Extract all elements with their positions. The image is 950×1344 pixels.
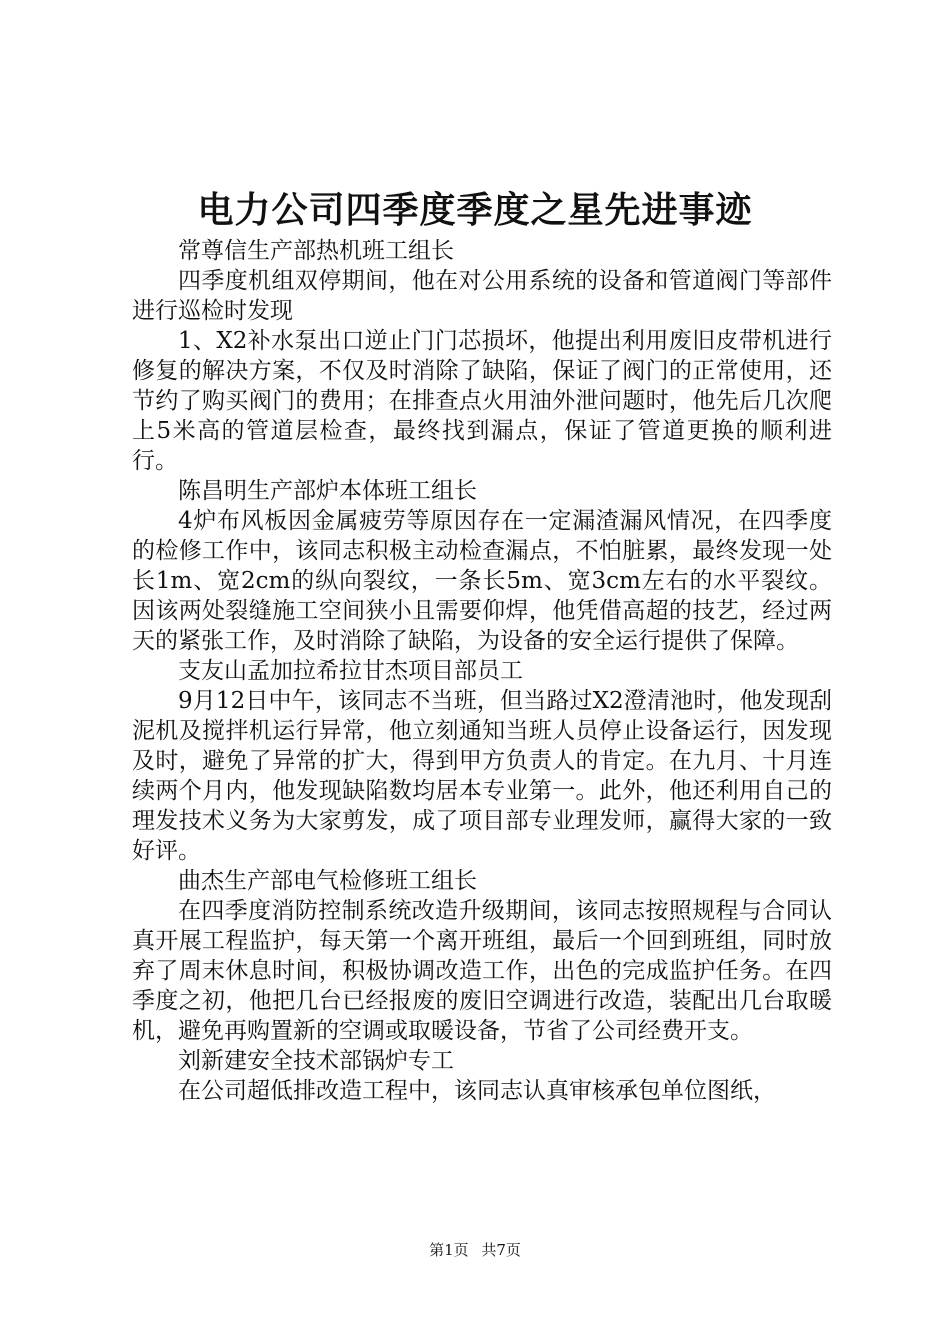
person-heading-5: 刘新建安全技术部锅炉专工 — [178, 1048, 454, 1074]
paragraph-5: 在四季度消防控制系统改造升级期间，该同志按照规程与合同认真开展工程监护，每天第一个离开班组，最后一个回到班组，同时放弃了周末休息时间，积极协调改造工作，出色的完成监护任务。在四季度之初，他把几台已经报废的废旧空调进行改造，装配出几台取暖机，避免再购置新的空调或取暖设备，节省了公司经费开支。 — [132, 898, 832, 1044]
person-heading-3: 支友山孟加拉希拉甘杰项目部员工 — [178, 658, 523, 684]
person-heading-4: 曲杰生产部电气检修班工组长 — [178, 868, 477, 894]
paragraph-4: 9月12日中午，该同志不当班，但当路过X2澄清池时，他发现刮泥机及搅拌机运行异常，他立刻通知当班人员停止设备运行，因发现及时，避免了异常的扩大，得到甲方负责人的肯定。在九月、十月连续两个月内，他发现缺陷数均居本专业第一。此外，他还利用自己的理发技术义务为大家剪发，成了项目部专业理发师，赢得大家的一致好评。 — [132, 688, 832, 864]
person-heading-2: 陈昌明生产部炉本体班工组长 — [178, 478, 477, 504]
paragraph-1: 四季度机组双停期间，他在对公用系统的设备和管道阀门等部件进行巡检时发现 — [132, 268, 832, 324]
page-footer — [0, 1240, 950, 1260]
paragraph-2: 1、X2补水泵出口逆止门门芯损坏，他提出利用废旧皮带机进行修复的解决方案，不仅及时消除了缺陷，保证了阀门的正常使用，还节约了购买阀门的费用；在排查点火用油外泄问题时，他先后几次爬上5米高的管道层检查，最终找到漏点，保证了管道更换的顺利进行。 — [132, 328, 832, 474]
document-title: 电力公司四季度季度之星先进事迹 — [197, 189, 753, 231]
page-total: 共7页 — [481, 1241, 521, 1259]
page-number: 第1页 — [429, 1241, 469, 1259]
person-heading-1: 常尊信生产部热机班工组长 — [178, 238, 454, 264]
paragraph-3: 4炉布风板因金属疲劳等原因存在一定漏渣漏风情况，在四季度的检修工作中，该同志积极主动检查漏点，不怕脏累，最终发现一处长1m、宽2cm的纵向裂纹，一条长5m、宽3cm左右的水平裂纹。因该两处裂缝施工空间狭小且需要仰焊，他凭借高超的技艺，经过两天的紧张工作，及时消除了缺陷，为设备的安全运行提供了保障。 — [132, 508, 832, 654]
document-body — [132, 236, 832, 1106]
paragraph-6: 在公司超低排改造工程中，该同志认真审核承包单位图纸， — [178, 1078, 776, 1104]
